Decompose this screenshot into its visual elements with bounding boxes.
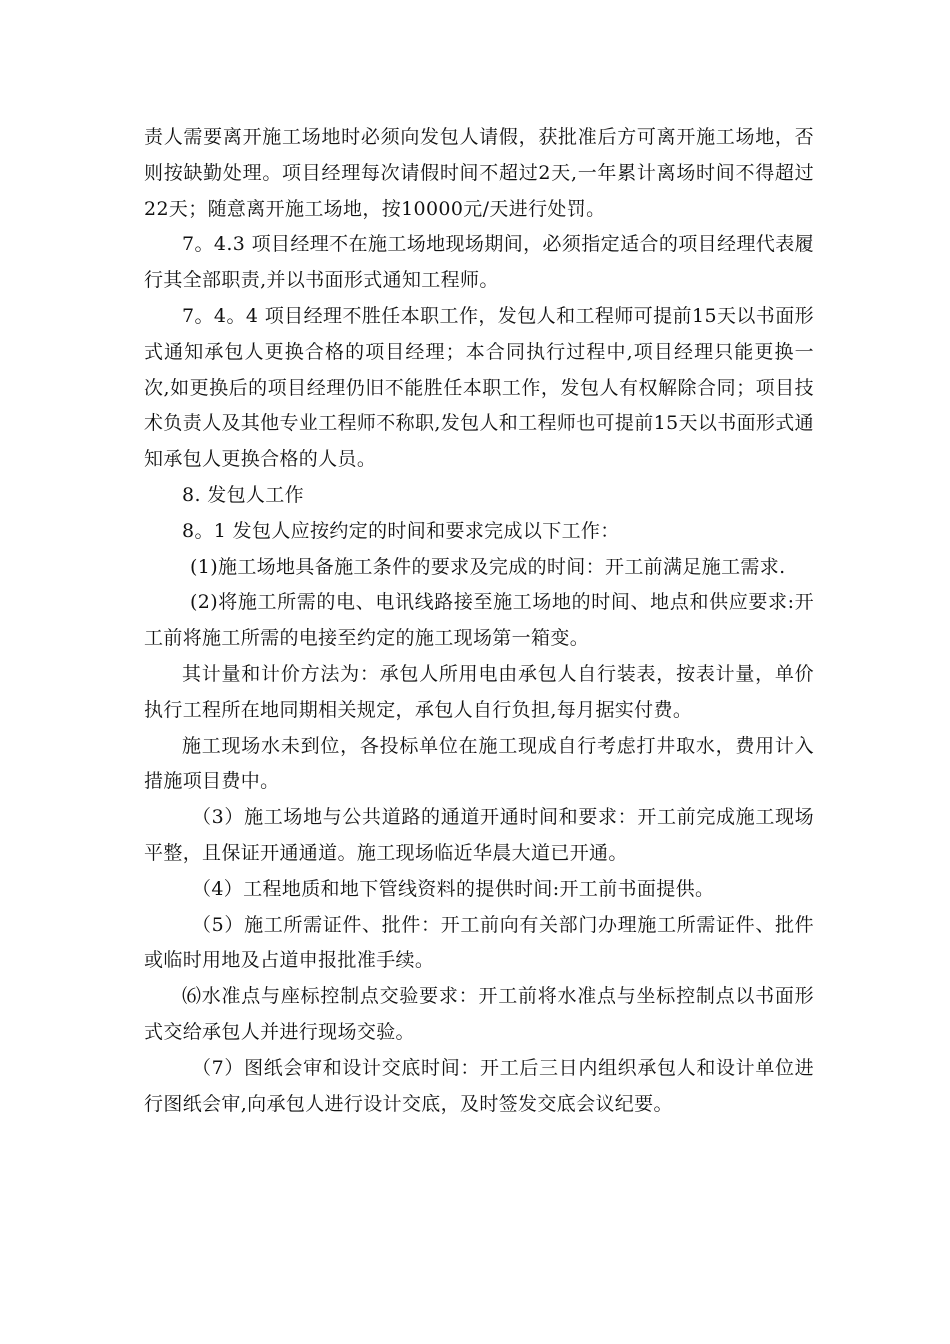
document-body	[144, 120, 814, 1122]
section-heading-8: 8. 发包人工作	[182, 483, 304, 506]
paragraph-7-4-4: 7。4。4 项目经理不胜任本职工作，发包人和工程师可提前15天以书面形式通知承包人更换合格的项目经理；本合同执行过程中,项目经理只能更换一次,如更换后的项目经理仍旧不能胜任本职工作，发包人有权解除合同；项目技术负责人及其他专业工程师不称职,发包人和工程师也可提前15天以书面形式通知承包人更换合格的人员。	[144, 304, 814, 471]
item-4: （4）工程地质和地下管线资料的提供时间:开工前书面提供。	[192, 877, 715, 900]
item-5: （5）施工所需证件、批件：开工前向有关部门办理施工所需证件、批件或临时用地及占道申报批准手续。	[144, 913, 814, 972]
item-2: (2)将施工所需的电、电讯线路接至施工场地的时间、地点和供应要求:开工前将施工所需的电接至约定的施工现场第一箱变。	[144, 591, 814, 650]
item-7: （7）图纸会审和设计交底时间：开工后三日内组织承包人和设计单位进行图纸会审,向承包人进行设计交底，及时签发交底会议纪要。	[144, 1056, 814, 1115]
item-1: (1)施工场地具备施工条件的要求及完成的时间：开工前满足施工需求.	[190, 555, 786, 578]
paragraph-water: 施工现场水未到位，各投标单位在施工现成自行考虑打井取水，费用计入措施项目费中。	[144, 734, 814, 793]
paragraph-7-4-3: 7。4.3 项目经理不在施工场地现场期间，必须指定适合的项目经理代表履行其全部职责,并以书面形式通知工程师。	[144, 233, 814, 292]
paragraph-continuation: 责人需要离开施工场地时必须向发包人请假，获批准后方可离开施工场地，否则按缺勤处理。项目经理每次请假时间不超过2天,一年累计离场时间不得超过22天；随意离开施工场地，按10000元/天进行处罚。	[144, 126, 814, 220]
item-3: （3）施工场地与公共道路的通道开通时间和要求：开工前完成施工现场平整，且保证开通通道。施工现场临近华晨大道已开通。	[144, 806, 814, 864]
paragraph-8-1: 8。1 发包人应按约定的时间和要求完成以下工作：	[182, 519, 620, 542]
item-6: ⑹水准点与座标控制点交验要求：开工前将水准点与坐标控制点以书面形式交给承包人并进行现场交验。	[144, 985, 814, 1043]
paragraph-metering: 其计量和计价方法为：承包人所用电由承包人自行装表，按表计量，单价执行工程所在地同期相关规定，承包人自行负担,每月据实付费。	[144, 662, 814, 721]
